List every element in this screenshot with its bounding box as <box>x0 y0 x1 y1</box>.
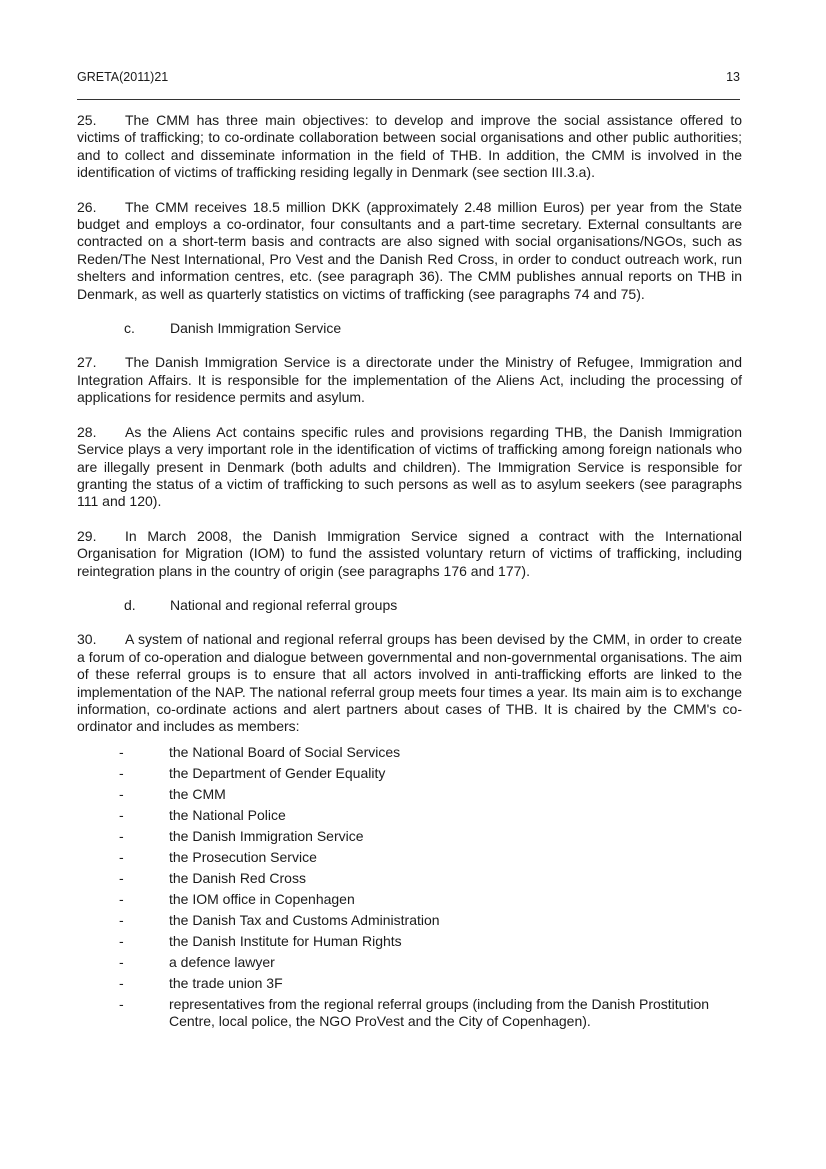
list-dash: - <box>119 848 124 865</box>
list-dash: - <box>119 827 124 844</box>
paragraph-text: A system of national and regional referral groups has been devised by the CMM, in order to create a forum of co-operation and dialogue between governmental and non-governmental organisations. The aim of these referral groups is to ensure that all actors involved in anti-trafficking efforts are linked to the implementation of the NAP. The national referral group meets four times a year. Its main aim is to exchange information, co-ordinate actions and alert partners about cases of THB. It is chaired by the CMM's co-ordinator and includes as members: <box>77 631 742 735</box>
list-item <box>77 828 742 845</box>
list-item <box>77 975 742 992</box>
list-item-text: representatives from the regional referral groups (including from the Danish Prostitution Centre, local police, the NGO ProVest and the City of Copenhagen). <box>169 995 710 1030</box>
list-item <box>77 849 742 866</box>
list-item <box>77 954 742 971</box>
paragraph-text: As the Aliens Act contains specific rules and provisions regarding THB, the Danish Immigration Service plays a very important role in the identification of victims of trafficking among foreign nationals who are illegally present in Denmark (both adults and children). The Immigration Service is responsible for granting the status of a victim of trafficking to such persons as well as to asylum seekers (see paragraphs 111 and 120). <box>77 423 742 510</box>
paragraph-27 <box>77 354 742 406</box>
list-item-text: the Department of Gender Equality <box>169 764 386 781</box>
list-item-text: the Danish Tax and Customs Administration <box>169 911 440 928</box>
list-item-text: a defence lawyer <box>169 953 275 970</box>
list-dash: - <box>119 764 124 781</box>
list-item <box>77 912 742 929</box>
list-item-text: the Danish Immigration Service <box>169 827 364 844</box>
list-item <box>77 996 742 1031</box>
list-item-text: the trade union 3F <box>169 974 283 991</box>
header-divider <box>77 99 740 100</box>
list-item-text: the CMM <box>169 785 226 802</box>
list-dash: - <box>119 995 124 1012</box>
section-title: Danish Immigration Service <box>170 320 342 337</box>
paragraph-30 <box>77 631 742 735</box>
list-item <box>77 807 742 824</box>
list-item <box>77 891 742 908</box>
paragraph-number: 29. <box>77 527 97 544</box>
list-dash: - <box>119 974 124 991</box>
list-dash: - <box>119 869 124 886</box>
page-body <box>77 112 742 1034</box>
list-item <box>77 786 742 803</box>
paragraph-26 <box>77 199 742 303</box>
list-dash: - <box>119 932 124 949</box>
list-dash: - <box>119 785 124 802</box>
list-item <box>77 765 742 782</box>
document-id: GRETA(2011)21 <box>77 70 169 84</box>
list-item-text: the National Police <box>169 806 286 823</box>
paragraph-text: In March 2008, the Danish Immigration Service signed a contract with the International Organisation for Migration (IOM) to fund the assisted voluntary return of victims of trafficking, including reintegration plans in the country of origin (see paragraphs 176 and 177). <box>77 527 742 579</box>
section-heading-d <box>77 597 742 614</box>
list-item-text: the Danish Institute for Human Rights <box>169 932 402 949</box>
paragraph-number: 28. <box>77 423 97 440</box>
paragraph-text: The CMM receives 18.5 million DKK (approximately 2.48 million Euros) per year from the State budget and employs a co-ordinator, four consultants and a part-time secretary. External consultants are contracted on a short-term basis and contracts are also signed with social organisations/NGOs, such as Reden/The Nest International, Pro Vest and the Danish Red Cross, in order to conduct outreach work, run shelters and information centres, etc. (see paragraph 36). The CMM publishes annual reports on THB in Denmark, as well as quarterly statistics on victims of trafficking (see paragraphs 74 and 75). <box>77 198 742 302</box>
list-dash: - <box>119 806 124 823</box>
paragraph-number: 26. <box>77 198 97 215</box>
list-item-text: the National Board of Social Services <box>169 743 401 760</box>
page-number: 13 <box>726 70 740 84</box>
list-item <box>77 933 742 950</box>
paragraph-29 <box>77 528 742 580</box>
list-dash: - <box>119 743 124 760</box>
list-dash: - <box>119 953 124 970</box>
page-header <box>77 70 740 84</box>
paragraph-text: The Danish Immigration Service is a directorate under the Ministry of Refugee, Immigration and Integration Affairs. It is responsible for the implementation of the Aliens Act, including the processing of applications for residence permits and asylum. <box>77 354 742 406</box>
paragraph-25 <box>77 112 742 182</box>
paragraph-text: The CMM has three main objectives: to develop and improve the social assistance offered to victims of trafficking; to co-ordinate collaboration between social organisations and other public authorities; and to collect and disseminate information in the field of THB. In addition, the CMM is involved in the identification of victims of trafficking residing legally in Denmark (see section III.3.a). <box>77 112 742 181</box>
list-dash: - <box>119 890 124 907</box>
paragraph-28 <box>77 424 742 511</box>
paragraph-number: 30. <box>77 631 97 648</box>
section-title: National and regional referral groups <box>170 596 398 613</box>
section-letter: c. <box>124 320 135 337</box>
members-list <box>77 744 742 1031</box>
section-heading-c <box>77 320 742 337</box>
list-item-text: the IOM office in Copenhagen <box>169 890 355 907</box>
paragraph-number: 27. <box>77 354 97 371</box>
list-item-text: the Danish Red Cross <box>169 869 306 886</box>
list-item <box>77 744 742 761</box>
list-item-text: the Prosecution Service <box>169 848 317 865</box>
list-item <box>77 870 742 887</box>
list-dash: - <box>119 911 124 928</box>
section-letter: d. <box>124 596 136 613</box>
paragraph-number: 25. <box>77 112 97 128</box>
